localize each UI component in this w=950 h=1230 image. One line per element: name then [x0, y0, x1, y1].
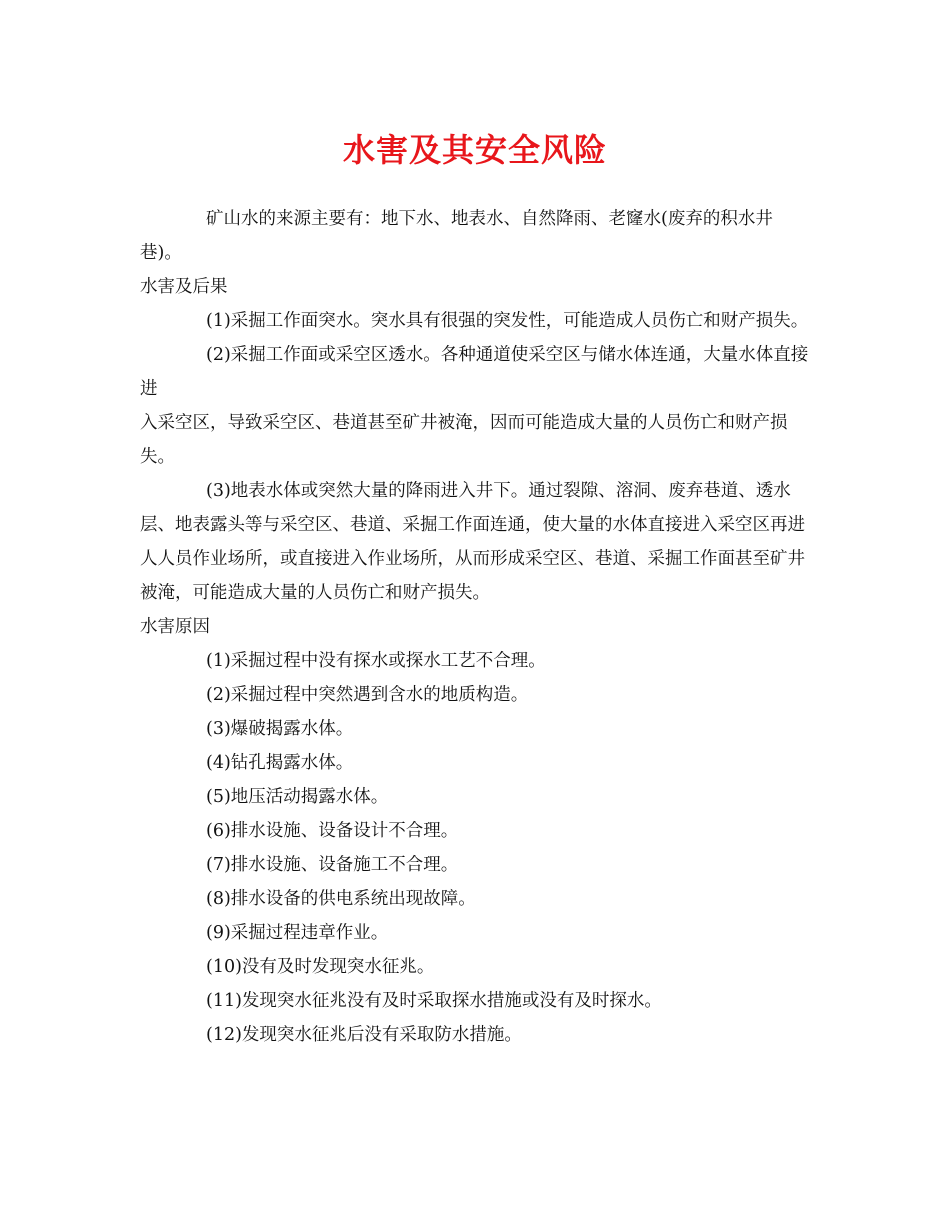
document-body [140, 202, 812, 1052]
consequence-item-continuation: 入采空区，导致采空区、巷道甚至矿井被淹，因而可能造成大量的人员伤亡和财产损失。 [140, 413, 788, 467]
section-heading-causes: 水害原因 [140, 617, 210, 637]
consequence-item: (3)地表水体或突然大量的降雨进入井下。通过裂隙、溶洞、废弃巷道、透水层、地表露头等与采空区、巷道、采掘工作面连通，使大量的水体直接进入采空区再进人人员作业场所，或直接进入作业场所，从而形成采空区、巷道、采掘工作面甚至矿井被淹，可能造成大量的人员伤亡和财产损失。 [140, 481, 805, 603]
cause-item: (9)采掘过程违章作业。 [206, 923, 389, 943]
cause-item: (7)排水设施、设备施工不合理。 [206, 855, 459, 875]
cause-item: (8)排水设备的供电系统出现故障。 [206, 889, 476, 909]
cause-item: (1)采掘过程中没有探水或探水工艺不合理。 [206, 651, 546, 671]
document-title: 水害及其安全风险 [342, 131, 607, 169]
intro-paragraph: 矿山水的来源主要有：地下水、地表水、自然降雨、老窿水(废弃的积水井巷)。 [140, 209, 773, 263]
cause-item: (6)排水设施、设备设计不合理。 [206, 821, 459, 841]
cause-item: (5)地压活动揭露水体。 [206, 787, 389, 807]
cause-item: (4)钻孔揭露水体。 [206, 753, 354, 773]
cause-item: (12)发现突水征兆后没有采取防水措施。 [206, 1025, 522, 1045]
cause-item: (10)没有及时发现突水征兆。 [206, 957, 435, 977]
consequence-item: (2)采掘工作面或采空区透水。各种通道使采空区与储水体连通，大量水体直接进 [140, 345, 809, 399]
cause-item: (2)采掘过程中突然遇到含水的地质构造。 [206, 685, 529, 705]
section-heading-consequences: 水害及后果 [140, 277, 228, 297]
cause-item: (3)爆破揭露水体。 [206, 719, 354, 739]
consequence-item: (1)采掘工作面突水。突水具有很强的突发性，可能造成人员伤亡和财产损失。 [206, 311, 809, 331]
cause-item: (11)发现突水征兆没有及时采取探水措施或没有及时探水。 [206, 991, 662, 1011]
